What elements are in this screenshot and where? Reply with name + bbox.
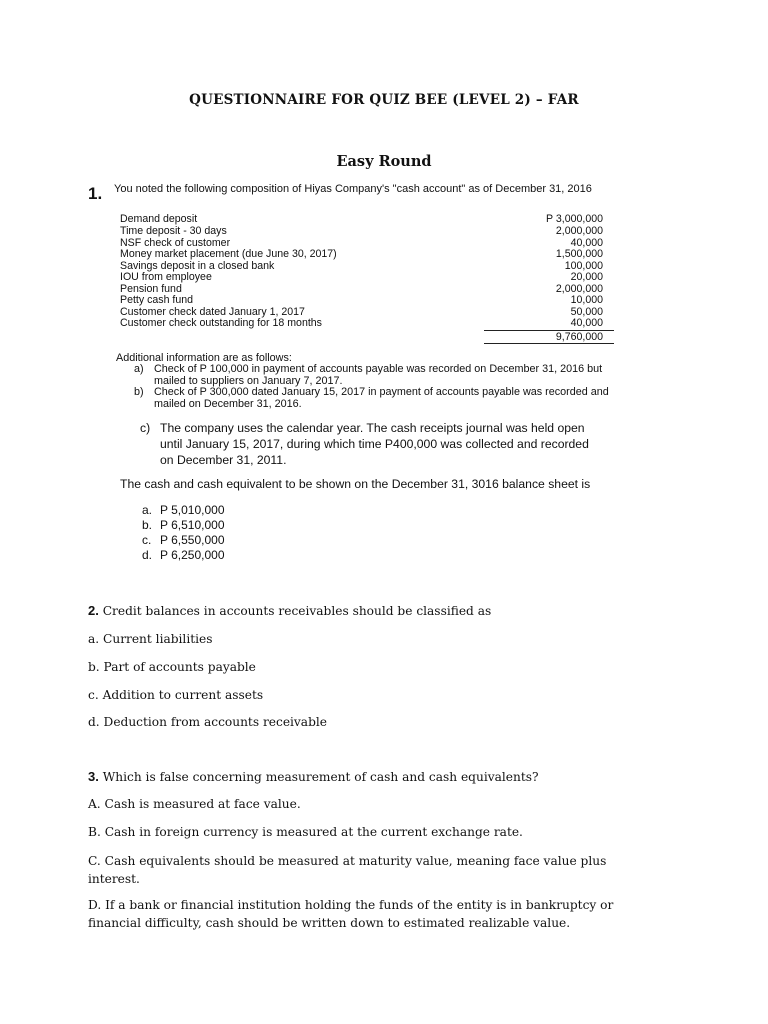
option-text: P 6,550,000 (160, 533, 225, 547)
cash-item-amount: 100,000 (564, 259, 603, 272)
additional-info-text: Check of P 100,000 in payment of accounts payable was recorded on December 31, 2016 but mailed to suppliers on January 7, 2017. (154, 363, 603, 387)
cash-item-label: Demand deposit (120, 213, 198, 225)
cash-item-row (120, 249, 603, 261)
cash-item-amount: P 3,000,000 (546, 213, 603, 225)
question-2-stem-line (88, 603, 491, 618)
answer-option[interactable]: D. If a bank or financial institution holding the funds of the entity is in bankruptcy or financial difficulty, cash should be written down to estimated realizable value. (88, 898, 614, 930)
cash-item-amount: 40,000 (570, 317, 603, 329)
cash-item-row (120, 272, 603, 284)
cash-item-amount: 2,000,000 (555, 225, 603, 237)
question-3-number: 3. (88, 769, 99, 784)
total-double-rule (484, 343, 614, 344)
answer-option[interactable]: b. Part of accounts payable (88, 660, 256, 674)
cash-item-amount: 20,000 (570, 271, 603, 283)
additional-info-item (134, 364, 614, 388)
cash-item-row (120, 295, 603, 307)
cash-item-row (120, 318, 603, 330)
cash-item-label: Savings deposit in a closed bank (120, 259, 275, 272)
answer-option[interactable] (142, 503, 225, 518)
document-title: QUESTIONNAIRE FOR QUIZ BEE (LEVEL 2) – FAR (189, 92, 579, 108)
option-letter: a. (142, 503, 153, 517)
cash-total-amount: 9,760,000 (555, 331, 603, 343)
additional-info-text: The company uses the calendar year. The cash receipts journal was held open until January 15, 2017, during which time P400,000 was collected and recorded on December 31, 2011. (160, 421, 589, 467)
cash-item-row (120, 226, 603, 238)
answer-option[interactable]: c. Addition to current assets (88, 688, 264, 702)
answer-option[interactable] (142, 533, 225, 548)
question-1-stem: You noted the following composition of Hiyas Company's "cash account" as of December 31, 2016 (114, 183, 592, 195)
answer-option[interactable]: B. Cash in foreign currency is measured at the current exchange rate. (88, 825, 523, 839)
option-letter: c. (142, 533, 152, 547)
cash-item-label: IOU from employee (120, 271, 212, 283)
cash-item-label: Customer check dated January 1, 2017 (120, 305, 305, 318)
answer-option[interactable]: C. Cash equivalents should be measured at maturity value, meaning face value plus interest. (88, 854, 607, 886)
additional-info-intro: Additional information are as follows: (116, 352, 292, 364)
option-letter: d. (142, 548, 153, 562)
additional-info-text: Check of P 300,000 dated January 15, 2017 in payment of accounts payable was recorded and mailed on December 31, 2016. (154, 386, 609, 410)
cash-item-amount: 40,000 (570, 236, 603, 249)
round-title: Easy Round (336, 153, 432, 170)
question-1-prompt: The cash and cash equivalent to be shown on the December 31, 3016 balance sheet is (120, 477, 591, 491)
cash-item-amount: 2,000,000 (555, 282, 603, 295)
question-1-number: 1. (88, 184, 103, 203)
cash-item-amount: 50,000 (570, 305, 603, 318)
answer-option[interactable]: d. Deduction from accounts receivable (88, 715, 327, 729)
option-text: P 6,250,000 (160, 548, 225, 562)
additional-info-item (134, 387, 614, 411)
option-text: P 6,510,000 (160, 518, 225, 532)
additional-info-letter: c) (140, 421, 151, 435)
cash-item-amount: 10,000 (570, 294, 603, 306)
question-3-stem-line (88, 769, 539, 784)
additional-info-letter: a) (134, 363, 144, 375)
option-letter: b. (142, 518, 153, 532)
question-2-stem: Credit balances in accounts receivables should be classified as (102, 604, 492, 618)
answer-option[interactable] (142, 518, 225, 533)
answer-option[interactable]: A. Cash is measured at face value. (88, 797, 301, 811)
answer-option[interactable] (142, 548, 225, 563)
cash-item-label: Customer check outstanding for 18 months (120, 317, 322, 329)
answer-option[interactable]: a. Current liabilities (88, 632, 213, 646)
cash-item-row (120, 214, 603, 226)
additional-info-letter: b) (134, 386, 144, 398)
cash-item-label: Pension fund (120, 282, 182, 295)
cash-item-label: NSF check of customer (120, 236, 231, 249)
option-text: P 5,010,000 (160, 503, 225, 517)
cash-item-amount: 1,500,000 (555, 248, 603, 260)
question-2-number: 2. (88, 603, 99, 618)
cash-item-label: Time deposit - 30 days (120, 225, 227, 237)
cash-item-label: Money market placement (due June 30, 2017) (120, 248, 337, 260)
cash-item-label: Petty cash fund (120, 294, 194, 306)
question-3-stem: Which is false concerning measurement of cash and cash equivalents? (102, 770, 539, 784)
